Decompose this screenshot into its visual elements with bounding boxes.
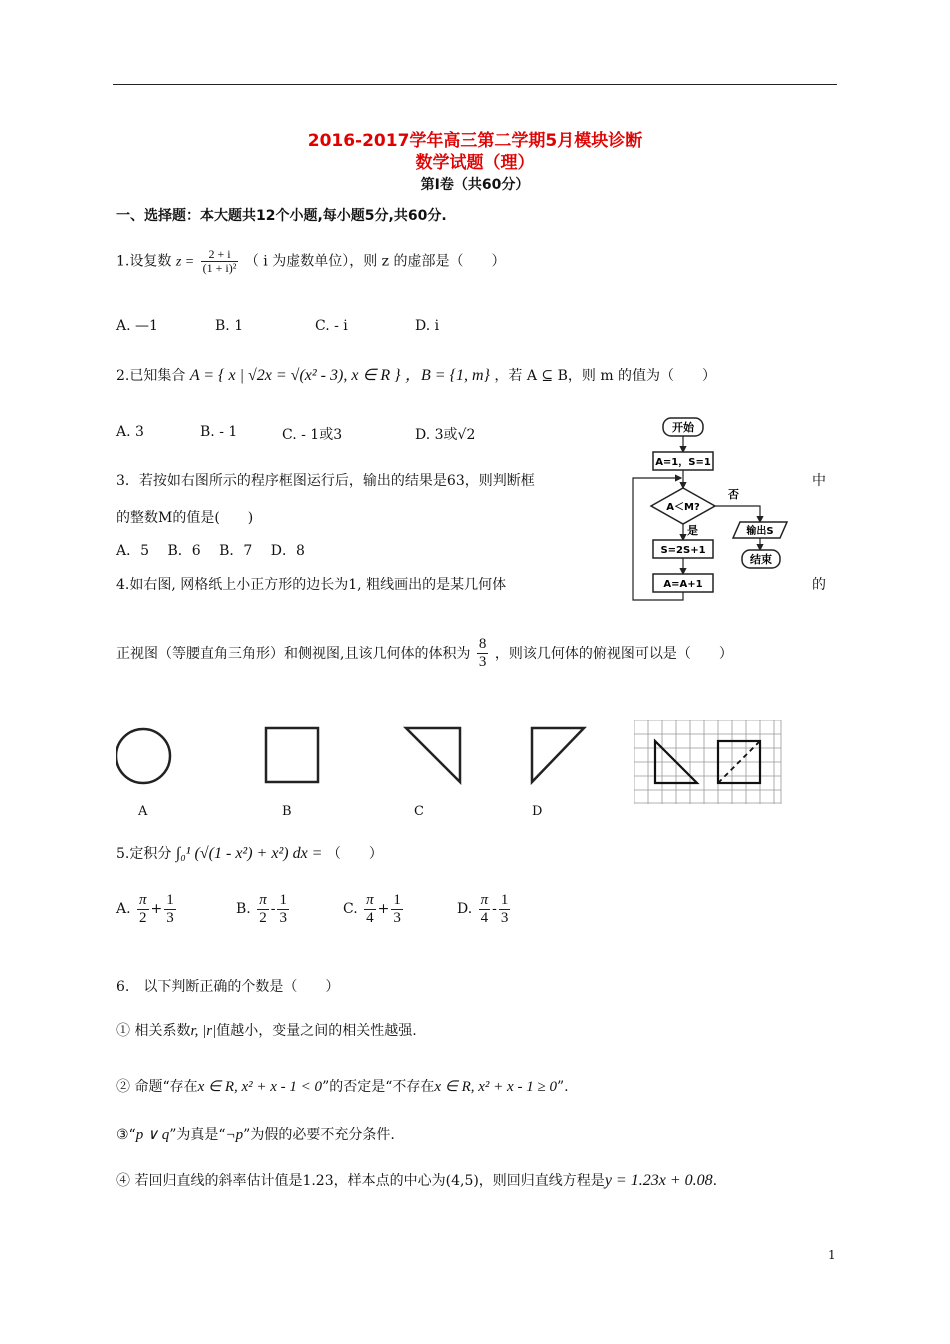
q6-statement-2: [116, 1076, 569, 1096]
q5-prefix: 5.定积分: [116, 846, 172, 862]
flow-step1-label: S=2S+1: [660, 545, 706, 556]
q4-figure-a: [116, 722, 186, 792]
q5-c-frac1: [364, 892, 376, 926]
q5-b-n1: π: [259, 892, 267, 908]
q1-num: 2 + i: [201, 248, 239, 262]
q4-label-b: B: [282, 804, 292, 819]
q6-s2-c: ”.: [556, 1079, 569, 1095]
q1-option-b: B. 1: [215, 318, 244, 334]
q4-line2-prefix: 正视图（等腰直角三角形）和侧视图,且该几何体的体积为: [116, 646, 471, 662]
header-rule: [113, 84, 837, 85]
q6-s1-math: r, |r|: [190, 1023, 217, 1039]
q6-s1-a: ① 相关系数: [116, 1023, 191, 1039]
q3-line1-suffix: 中: [812, 473, 826, 489]
q5-d-op: -: [492, 901, 497, 917]
q6-s2-a: ② 命题“存在: [116, 1079, 198, 1095]
q4-grid-figure: [634, 720, 782, 804]
q5-b-n2: 1: [279, 892, 287, 908]
q4-label-d: D: [532, 804, 543, 819]
q4-figure-d: [528, 724, 590, 786]
q5-a-n2: 1: [166, 892, 174, 908]
flow-decision-label: A＜M?: [666, 502, 700, 513]
page-number: 1: [828, 1248, 836, 1262]
flowchart: [625, 412, 805, 604]
flow-step2-label: A=A+1: [663, 579, 703, 590]
flow-start-label: 开始: [672, 421, 694, 434]
q3-line1: 3．若按如右图所示的程序框图运行后，输出的结果是63，则判断框: [116, 473, 535, 489]
q1-z: z =: [175, 254, 195, 270]
q5-b-d1: 2: [259, 909, 267, 926]
q5-blank: （ ）: [326, 846, 383, 862]
q2-set-a: A = { x | √2x = √(x² - 3), x ∈ R }: [189, 367, 401, 384]
q4-volume-fraction: [477, 636, 489, 670]
q5-a-op: +: [150, 901, 163, 917]
q5-b-frac1: [257, 892, 269, 926]
q4-figure-c: [402, 724, 464, 786]
q6-s3-math1: p ∨ q: [135, 1127, 170, 1143]
q5-integral: ∫₀¹ (√(1 - x²) + x²) dx =: [175, 845, 323, 862]
q5-a-label: A.: [116, 901, 131, 917]
q5-d-d1: 4: [480, 909, 489, 926]
q5-option-a: [116, 892, 178, 926]
q2-option-c: C. - 1或3: [282, 427, 343, 443]
q6-stem: 6. 以下判断正确的个数是（ ）: [116, 979, 340, 995]
question-1: [116, 248, 505, 275]
q4-line2-suffix: ，则该几何体的俯视图可以是（ ）: [494, 646, 733, 662]
q5-d-n2: 1: [500, 892, 509, 908]
q5-c-d2: 3: [393, 909, 401, 926]
q1-fraction: [201, 248, 239, 275]
q6-statement-3: [116, 1124, 395, 1144]
q4-vol-num: 8: [478, 636, 487, 652]
q5-b-d2: 3: [279, 909, 287, 926]
q5-d-frac1: [479, 892, 491, 926]
q5-c-op: +: [377, 901, 390, 917]
q6-s3-b: ”为真是“: [169, 1127, 226, 1143]
q4-label-a: A: [138, 804, 148, 819]
q5-b-label: B.: [236, 901, 251, 917]
q5-option-b: [236, 892, 291, 926]
q6-s3-c: ”为假的必要不充分条件.: [243, 1127, 395, 1143]
q2-option-b: B. - 1: [200, 424, 238, 440]
q5-c-label: C.: [343, 901, 358, 917]
q5-d-frac2: [499, 892, 511, 926]
q5-c-n2: 1: [393, 892, 401, 908]
question-5: [116, 843, 383, 863]
q6-s2-math2: x ∈ R, x² + x - 1 ≥ 0: [434, 1079, 557, 1095]
q5-option-d: [457, 892, 512, 926]
q6-s3-math2: ¬p: [225, 1127, 244, 1143]
q6-s2-b: ”的否定是“不存在: [322, 1079, 435, 1095]
q6-statement-1: [116, 1020, 417, 1040]
q2-set-b: ，B = {1, m}: [405, 367, 490, 384]
q1-option-d: D. i: [415, 318, 440, 334]
section-heading: 一、选择题：本大题共12个小题,每小题5分,共60分.: [116, 208, 447, 224]
title-line1: 2016-2017学年高三第二学期5月模块诊断: [307, 131, 643, 151]
q1-prefix: 1.设复数: [116, 253, 172, 270]
q5-a-d1: 2: [139, 909, 147, 926]
q5-option-c: [343, 892, 405, 926]
q3-line2: 的整数M的值是( ): [116, 510, 254, 526]
q6-statement-4: [116, 1170, 717, 1190]
q6-s2-math1: x ∈ R, x² + x - 1 < 0: [197, 1079, 323, 1095]
q2-option-a: A. 3: [116, 424, 144, 440]
q6-s4-math: y = 1.23x + 0.08: [604, 1172, 713, 1189]
q5-c-n1: π: [366, 892, 374, 908]
q3-options: A．5 B．6 B．7 D．8: [116, 543, 305, 559]
q6-s3-a: ③“: [116, 1127, 136, 1143]
q6-s4-a: ④ 若回归直线的斜率估计值是1.23，样本点的中心为(4,5)，则回归直线方程是: [116, 1173, 605, 1189]
q5-c-frac2: [391, 892, 403, 926]
volume-label: 第Ⅰ卷（共60分）: [420, 177, 530, 193]
flow-no-label: 否: [728, 488, 739, 501]
flow-yes-label: 是: [687, 524, 698, 537]
q4-figure-b: [262, 724, 322, 786]
q4-line1-suffix: 的: [812, 577, 826, 593]
title-line2: 数学试题（理）: [415, 153, 535, 173]
q1-den: (1 + i)²: [202, 261, 237, 276]
q4-vol-den: 3: [478, 653, 487, 670]
q5-b-frac2: [277, 892, 289, 926]
q1-option-a: A. —1: [116, 318, 158, 334]
q1-middle: （ i 为虚数单位），则 z 的虚部是（ ）: [244, 253, 506, 270]
q6-s1-b: 值越小，变量之间的相关性越强.: [216, 1023, 417, 1039]
q2-condition: ，若 A ⊆ B，则 m 的值为（ ）: [494, 368, 717, 384]
q4-label-c: C: [414, 804, 424, 819]
q2-option-d: D. 3或√2: [415, 427, 476, 443]
q5-d-d2: 3: [500, 909, 509, 926]
q5-d-n1: π: [480, 892, 489, 908]
q5-a-d2: 3: [166, 909, 174, 926]
flow-end-label: 结束: [750, 553, 772, 566]
q5-b-op: -: [270, 901, 276, 917]
q4-line1: 4.如右图, 网格纸上小正方形的边长为1, 粗线画出的是某几何体: [116, 577, 507, 593]
q5-d-label: D.: [457, 901, 473, 917]
flow-output-label: 输出S: [746, 526, 774, 537]
q6-s4-c: .: [712, 1173, 718, 1189]
q1-option-c: C. - i: [315, 318, 348, 334]
q5-a-frac1: [137, 892, 149, 926]
question-2: [116, 362, 716, 385]
flow-init-label: A=1，S=1: [655, 457, 711, 468]
q5-a-frac2: [164, 892, 176, 926]
q2-prefix: 2.已知集合: [116, 368, 186, 384]
q4-line2: [116, 636, 733, 670]
q5-a-n1: π: [139, 892, 147, 908]
q5-c-d1: 4: [366, 909, 374, 926]
